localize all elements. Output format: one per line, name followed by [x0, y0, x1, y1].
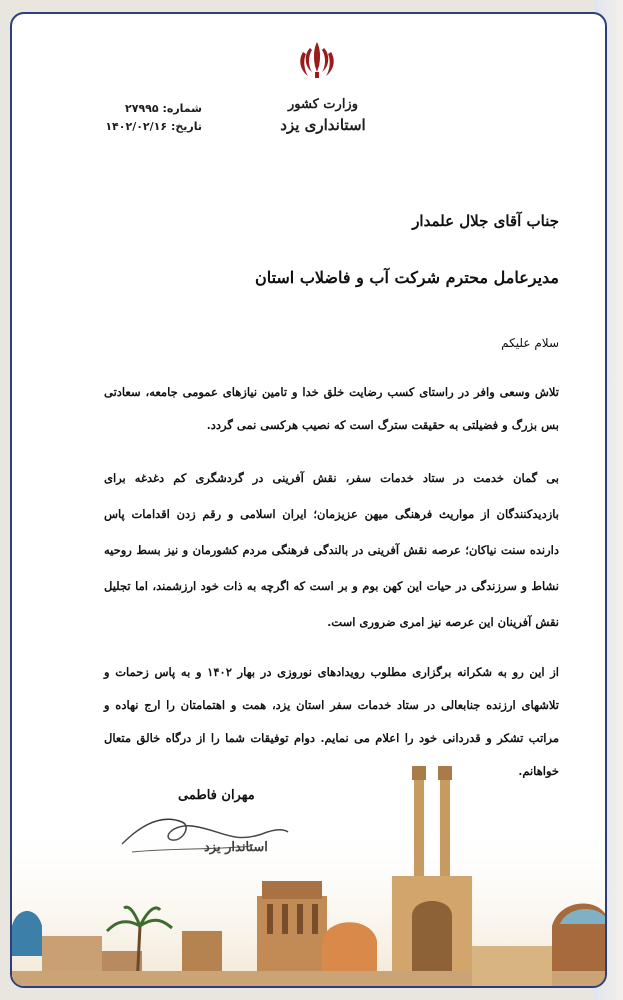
- ministry-line-2: استانداری یزد: [280, 116, 366, 134]
- date-row: [102, 118, 202, 136]
- ministry-line-1: وزارت کشور: [288, 97, 358, 112]
- recipient-name: جناب آقای جلال علمدار: [412, 212, 559, 230]
- body-paragraph-3: از این رو به شکرانه برگزاری مطلوب رویدادهای نوروزی در بهار ۱۴۰۲ و به پاس زحمات و تلاشهای ارزنده جنابعالی در ستاد خدمات سفر استان یزد، همت و اهتمامتان را ارج نهاده و مراتب تشکر و قدردانی خود را اعلام می نمایم. دوام توفیقات شما را از درگاه خالق متعال خواهانم.: [104, 665, 559, 778]
- iran-emblem-icon: [296, 38, 338, 82]
- greeting: سلام علیکم: [501, 336, 559, 350]
- date-label: تاریخ:: [170, 120, 202, 133]
- body-paragraph-1: تلاش وسعی وافر در راستای کسب رضایت خلق خدا و تامین نیازهای عمومی جامعه، سعادتی بس بزرگ و فضیلتی به حقیقت سترگ است که نصیب هرکسی نمی گردد.: [104, 385, 559, 432]
- number-row: [102, 100, 202, 118]
- yazd-skyline-illustration: [12, 756, 607, 986]
- signer-name: مهران فاطمی: [178, 788, 255, 803]
- date-value: ۱۴۰۲/۰۲/۱۶: [105, 120, 168, 133]
- letter-page: [10, 12, 607, 988]
- number-label: شماره:: [162, 102, 202, 115]
- ministry-heading: [248, 96, 398, 136]
- letter-meta: [102, 100, 202, 136]
- recipient-title: مدیرعامل محترم شرکت آب و فاضلاب استان: [254, 268, 559, 287]
- body-paragraph-2: بی گمان خدمت در ستاد خدمات سفر، نقش آفرینی در گردشگری کم دغدغه برای بازدیدکنندگان از مواریث فرهنگی میهن عزیزمان؛ ایران اسلامی و رقم زدن اقدامات پاس دارنده سنت نیاکان؛ عرصه نقش آفرینی در بالندگی فرهنگی مردم کشورمان و نیز بسط روحیه نشاط و سرزندگی در حیات این کهن بوم و بر است که اگرچه به ذات خود ارزشمند، اما تجلیل نقش آفرینان این عرصه نیز امری ضروری است.: [104, 471, 559, 629]
- letter-body: [104, 376, 559, 788]
- number-value: ۲۷۹۹۵: [125, 102, 159, 115]
